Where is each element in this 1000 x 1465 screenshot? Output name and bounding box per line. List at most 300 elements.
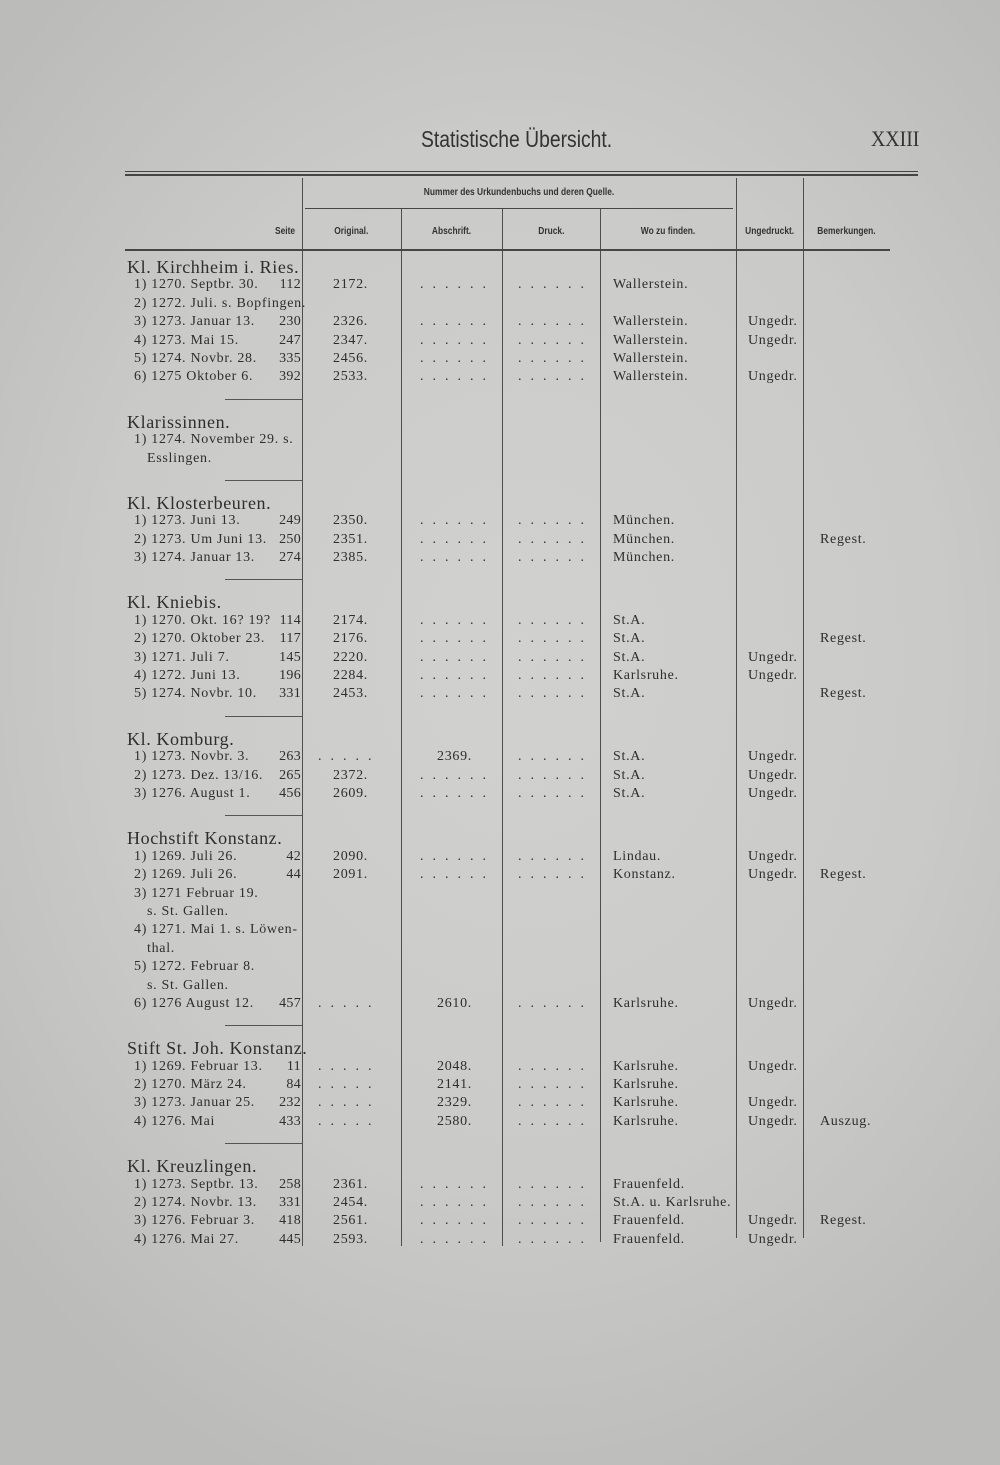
cell-seite <box>125 667 302 685</box>
dot-leader: ...... <box>518 848 593 864</box>
dot-leader: ...... <box>420 848 495 864</box>
table-section <box>125 1013 890 1131</box>
cell-druck <box>502 1094 600 1112</box>
cell-wo <box>600 848 736 866</box>
cell-abschrift <box>401 958 502 976</box>
cell-druck <box>502 848 600 866</box>
cell-original <box>302 431 401 449</box>
table-row <box>125 1058 890 1076</box>
section-title: Klarissinnen. <box>127 411 231 432</box>
cell-wo-value: Wallerstein. <box>613 332 689 348</box>
cell-wo-value: Karlsruhe. <box>613 995 679 1011</box>
cell-druck <box>502 921 600 939</box>
cell-original <box>302 748 401 766</box>
dot-leader: ...... <box>420 550 495 566</box>
cell-wo <box>600 612 736 630</box>
table-row <box>125 885 890 903</box>
table-row <box>125 1194 890 1212</box>
cell-original-value: 2090. <box>333 848 368 864</box>
cell-page: 445 <box>279 1231 301 1247</box>
table-row <box>125 995 890 1013</box>
cell-entry: 1) 1269. Februar 13. <box>134 1058 263 1074</box>
cell-bemerkungen <box>803 313 890 331</box>
cell-abschrift <box>401 785 502 803</box>
cell-wo <box>600 748 736 766</box>
cell-original-value: 2351. <box>333 531 368 547</box>
cell-original <box>302 630 401 648</box>
cell-ungedruckt-value: Ungedr. <box>748 668 798 684</box>
cell-druck <box>502 940 600 958</box>
table-section <box>125 468 890 568</box>
cell-entry: 6) 1276 August 12. <box>134 995 254 1011</box>
cell-original-value: 2609. <box>333 785 368 801</box>
dot-leader: ...... <box>518 867 593 883</box>
cell-ungedruckt <box>736 1176 803 1194</box>
cell-original <box>302 612 401 630</box>
cell-wo <box>600 630 736 648</box>
cell-original <box>302 1194 401 1212</box>
cell-abschrift <box>401 885 502 903</box>
cell-druck <box>502 450 600 468</box>
cell-abschrift <box>401 350 502 368</box>
cell-seite <box>125 431 302 449</box>
cell-abschrift <box>401 612 502 630</box>
cell-bemerkungen <box>803 612 890 630</box>
dot-leader: ...... <box>518 277 593 293</box>
cell-seite <box>125 1231 302 1249</box>
table-row <box>125 512 890 530</box>
cell-wo-value: Karlsruhe. <box>613 1095 679 1111</box>
cell-druck <box>502 313 600 331</box>
cell-ungedruckt <box>736 903 803 921</box>
cell-entry: 6) 1275 Oktober 6. <box>134 369 254 385</box>
cell-bemerkungen <box>803 995 890 1013</box>
cell-page: 265 <box>279 767 301 783</box>
cell-wo <box>600 1212 736 1230</box>
cell-original <box>302 958 401 976</box>
cell-druck <box>502 1212 600 1230</box>
cell-original <box>302 332 401 350</box>
column-header-ungedruckt <box>736 223 803 239</box>
table-row <box>125 295 890 313</box>
section-separator-rule <box>225 1143 302 1144</box>
cell-original-value: 2453. <box>333 686 368 702</box>
dot-leader: ...... <box>518 350 593 366</box>
cell-bemerkungen <box>803 667 890 685</box>
cell-abschrift <box>401 940 502 958</box>
dot-leader: ..... <box>318 749 381 765</box>
cell-page: 249 <box>279 513 301 529</box>
section-separator-rule <box>225 399 302 400</box>
cell-bemerkungen-value: Auszug. <box>820 1113 872 1129</box>
dot-leader: ...... <box>518 995 593 1011</box>
cell-wo-value: St.A. u. Karlsruhe. <box>613 1195 732 1211</box>
cell-seite <box>125 612 302 630</box>
cell-abschrift <box>401 685 502 703</box>
dot-leader: ..... <box>318 1058 381 1074</box>
dot-leader: ...... <box>420 631 495 647</box>
cell-entry: 2) 1273. Dez. 13/16. <box>134 767 264 783</box>
dot-leader: ...... <box>420 668 495 684</box>
section-title: Kl. Kirchheim i. Ries. <box>127 257 300 277</box>
cell-bemerkungen <box>803 649 890 667</box>
cell-seite <box>125 350 302 368</box>
cell-wo-value: München. <box>613 550 675 566</box>
dot-leader: ...... <box>420 332 495 348</box>
cell-bemerkungen <box>803 748 890 766</box>
table-row <box>125 921 890 939</box>
cell-page: 84 <box>286 1077 301 1093</box>
cell-ungedruckt <box>736 313 803 331</box>
cell-seite <box>125 1076 302 1094</box>
cell-abschrift <box>401 1058 502 1076</box>
cell-druck <box>502 667 600 685</box>
cell-entry: 2) 1270. Oktober 23. <box>134 631 266 647</box>
top-double-rule <box>125 171 918 176</box>
cell-ungedruckt <box>736 295 803 313</box>
cell-ungedruckt <box>736 549 803 567</box>
section-title: Stift St. Joh. Konstanz. <box>127 1038 308 1059</box>
cell-wo <box>600 1176 736 1194</box>
cell-original-value: 2347. <box>333 332 368 348</box>
cell-entry: 4) 1273. Mai 15. <box>134 332 239 348</box>
cell-seite <box>125 940 302 958</box>
cell-original-value: 2091. <box>333 867 368 883</box>
cell-druck <box>502 977 600 995</box>
section-separator-rule <box>225 1025 302 1026</box>
cell-bemerkungen <box>803 903 890 921</box>
cell-ungedruckt-value: Ungedr. <box>748 332 798 348</box>
cell-original <box>302 1212 401 1230</box>
dot-leader: ...... <box>518 1077 593 1093</box>
cell-ungedruckt <box>736 276 803 294</box>
cell-ungedruckt <box>736 1212 803 1230</box>
cell-wo <box>600 1094 736 1112</box>
cell-original <box>302 1176 401 1194</box>
table-row <box>125 431 890 449</box>
column-header-label: Bemerkungen. <box>817 225 876 237</box>
cell-seite <box>125 313 302 331</box>
cell-seite <box>125 767 302 785</box>
cell-wo <box>600 866 736 884</box>
cell-druck <box>502 1194 600 1212</box>
cell-seite <box>125 276 302 294</box>
cell-wo <box>600 977 736 995</box>
column-header-wo-zu-finden <box>600 223 736 239</box>
cell-entry: 3) 1273. Januar 13. <box>134 314 256 330</box>
cell-seite <box>125 531 302 549</box>
cell-seite <box>125 512 302 530</box>
cell-entry: 3) 1271 Februar 19. <box>134 885 259 901</box>
cell-seite <box>125 903 302 921</box>
cell-abschrift <box>401 921 502 939</box>
cell-page: 42 <box>286 848 301 864</box>
cell-druck <box>502 748 600 766</box>
cell-entry: 3) 1271. Juli 7. <box>134 649 230 665</box>
cell-seite <box>125 748 302 766</box>
dot-leader: ...... <box>518 668 593 684</box>
section-title: Kl. Kreuzlingen. <box>127 1156 258 1177</box>
cell-wo <box>600 1113 736 1131</box>
column-header-abschrift <box>401 223 502 239</box>
cell-entry-continuation: s. St. Gallen. <box>147 977 229 993</box>
cell-bemerkungen-value: Regest. <box>820 531 867 547</box>
cell-wo <box>600 332 736 350</box>
cell-ungedruckt <box>736 958 803 976</box>
cell-ungedruckt-value: Ungedr. <box>748 867 798 883</box>
section-separator-rule <box>225 815 302 816</box>
cell-ungedruckt-value: Ungedr. <box>748 848 798 864</box>
cell-wo <box>600 295 736 313</box>
dot-leader: ...... <box>420 531 495 547</box>
cell-wo <box>600 1231 736 1249</box>
cell-page: 230 <box>279 314 301 330</box>
cell-ungedruckt-value: Ungedr. <box>748 749 798 765</box>
cell-ungedruckt <box>736 977 803 995</box>
cell-original <box>302 1076 401 1094</box>
cell-page: 250 <box>279 531 301 547</box>
cell-entry: 3) 1274. Januar 13. <box>134 550 256 566</box>
cell-abschrift <box>401 1076 502 1094</box>
cell-entry: 5) 1274. Novbr. 28. <box>134 350 257 366</box>
cell-original <box>302 685 401 703</box>
table-row <box>125 1094 890 1112</box>
cell-ungedruckt-value: Ungedr. <box>748 995 798 1011</box>
cell-wo-value: St.A. <box>613 612 646 628</box>
cell-original <box>302 368 401 386</box>
cell-seite <box>125 450 302 468</box>
cell-ungedruckt <box>736 531 803 549</box>
cell-original-value: 2593. <box>333 1231 368 1247</box>
cell-seite <box>125 549 302 567</box>
cell-wo-value: Wallerstein. <box>613 277 689 293</box>
cell-bemerkungen <box>803 350 890 368</box>
page-number: XXIII <box>871 126 920 151</box>
cell-entry: 3) 1276. August 1. <box>134 785 251 801</box>
dot-leader: ...... <box>518 1231 593 1247</box>
cell-original <box>302 848 401 866</box>
cell-bemerkungen <box>803 767 890 785</box>
dot-leader: ...... <box>420 767 495 783</box>
cell-druck <box>502 431 600 449</box>
cell-bemerkungen-value: Regest. <box>820 631 867 647</box>
cell-page: 112 <box>279 277 301 293</box>
cell-original <box>302 295 401 313</box>
cell-druck <box>502 295 600 313</box>
table-row <box>125 866 890 884</box>
cell-wo-value: Frauenfeld. <box>613 1176 685 1192</box>
cell-wo-value: St.A. <box>613 785 646 801</box>
cell-abschrift <box>401 549 502 567</box>
dot-leader: ..... <box>318 1113 381 1129</box>
dot-leader: ..... <box>318 1095 381 1111</box>
cell-original <box>302 531 401 549</box>
dot-leader: ...... <box>518 1095 593 1111</box>
column-group-rule <box>305 208 733 209</box>
cell-entry: 1) 1270. Okt. 16? 19? <box>134 612 271 628</box>
cell-ungedruckt <box>736 431 803 449</box>
table-row <box>125 785 890 803</box>
cell-original-value: 2172. <box>333 277 368 293</box>
cell-ungedruckt <box>736 612 803 630</box>
cell-page: 263 <box>279 749 301 765</box>
cell-abschrift <box>401 866 502 884</box>
dot-leader: ...... <box>420 369 495 385</box>
dot-leader: ...... <box>420 686 495 702</box>
cell-wo <box>600 685 736 703</box>
cell-ungedruckt <box>736 350 803 368</box>
cell-ungedruckt <box>736 1113 803 1131</box>
cell-abschrift <box>401 649 502 667</box>
cell-abschrift <box>401 977 502 995</box>
cell-druck <box>502 903 600 921</box>
cell-wo-value: Karlsruhe. <box>613 1077 679 1093</box>
cell-wo-value: St.A. <box>613 749 646 765</box>
cell-wo <box>600 995 736 1013</box>
cell-original <box>302 649 401 667</box>
cell-wo <box>600 350 736 368</box>
cell-wo-value: Karlsruhe. <box>613 1113 679 1129</box>
table-section <box>125 704 890 804</box>
section-title: Kl. Kniebis. <box>127 592 222 613</box>
cell-druck <box>502 785 600 803</box>
cell-druck <box>502 1058 600 1076</box>
cell-ungedruckt <box>736 685 803 703</box>
cell-abschrift <box>401 368 502 386</box>
cell-seite <box>125 1212 302 1230</box>
cell-wo <box>600 1058 736 1076</box>
cell-bemerkungen <box>803 866 890 884</box>
cell-wo-value: München. <box>613 513 675 529</box>
cell-original-value: 2456. <box>333 350 368 366</box>
cell-ungedruckt-value: Ungedr. <box>748 1213 798 1229</box>
cell-seite <box>125 1113 302 1131</box>
cell-original <box>302 940 401 958</box>
cell-original-value: 2174. <box>333 612 368 628</box>
table-row <box>125 667 890 685</box>
cell-seite <box>125 866 302 884</box>
cell-ungedruckt-value: Ungedr. <box>748 1095 798 1111</box>
dot-leader: ...... <box>420 1176 495 1192</box>
cell-page: 232 <box>279 1095 301 1111</box>
cell-original-value: 2561. <box>333 1213 368 1229</box>
table-row <box>125 549 890 567</box>
cell-wo <box>600 313 736 331</box>
dot-leader: ...... <box>518 513 593 529</box>
cell-ungedruckt <box>736 995 803 1013</box>
cell-abschrift <box>401 1194 502 1212</box>
cell-page: 433 <box>279 1113 301 1129</box>
cell-wo <box>600 276 736 294</box>
cell-abschrift <box>401 903 502 921</box>
cell-page: 11 <box>286 1058 301 1074</box>
cell-bemerkungen <box>803 921 890 939</box>
cell-original-value: 2454. <box>333 1195 368 1211</box>
cell-bemerkungen <box>803 1076 890 1094</box>
cell-abschrift <box>401 313 502 331</box>
dot-leader: ...... <box>518 531 593 547</box>
cell-wo <box>600 940 736 958</box>
cell-ungedruckt <box>736 1094 803 1112</box>
cell-abschrift <box>401 450 502 468</box>
cell-ungedruckt-value: Ungedr. <box>748 1058 798 1074</box>
dot-leader: ...... <box>518 631 593 647</box>
dot-leader: ...... <box>518 1176 593 1192</box>
cell-original-value: 2220. <box>333 649 368 665</box>
cell-original <box>302 313 401 331</box>
table-section <box>125 250 890 387</box>
table-row <box>125 649 890 667</box>
cell-bemerkungen <box>803 531 890 549</box>
cell-druck <box>502 995 600 1013</box>
cell-bemerkungen <box>803 276 890 294</box>
cell-wo <box>600 767 736 785</box>
table-row <box>125 1231 890 1249</box>
cell-wo-value: Wallerstein. <box>613 369 689 385</box>
cell-abschrift <box>401 630 502 648</box>
cell-wo <box>600 368 736 386</box>
cell-abschrift-value: 2048. <box>437 1058 472 1074</box>
cell-wo <box>600 903 736 921</box>
cell-abschrift <box>401 1094 502 1112</box>
cell-druck <box>502 649 600 667</box>
column-header-druck <box>502 223 600 239</box>
cell-entry: 5) 1274. Novbr. 10. <box>134 686 257 702</box>
table-body <box>125 250 890 1249</box>
dot-leader: ...... <box>420 785 495 801</box>
cell-seite <box>125 1194 302 1212</box>
cell-abschrift <box>401 332 502 350</box>
cell-druck <box>502 350 600 368</box>
cell-bemerkungen <box>803 1113 890 1131</box>
cell-ungedruckt-value: Ungedr. <box>748 1113 798 1129</box>
cell-ungedruckt <box>736 368 803 386</box>
table-row <box>125 958 890 976</box>
cell-wo-value: St.A. <box>613 686 646 702</box>
table-row <box>125 685 890 703</box>
cell-original <box>302 549 401 567</box>
cell-abschrift-value: 2329. <box>437 1095 472 1111</box>
cell-seite <box>125 649 302 667</box>
cell-abschrift <box>401 748 502 766</box>
dot-leader: ...... <box>420 1195 495 1211</box>
cell-wo <box>600 649 736 667</box>
cell-entry: 1) 1269. Juli 26. <box>134 848 238 864</box>
cell-wo-value: Lindau. <box>613 848 662 864</box>
cell-ungedruckt <box>736 785 803 803</box>
cell-ungedruckt <box>736 1058 803 1076</box>
cell-abschrift <box>401 531 502 549</box>
cell-original <box>302 977 401 995</box>
cell-druck <box>502 531 600 549</box>
dot-leader: ...... <box>518 1213 593 1229</box>
cell-abschrift <box>401 667 502 685</box>
dot-leader: ..... <box>318 1077 381 1093</box>
dot-leader: ...... <box>420 314 495 330</box>
section-title: Hochstift Konstanz. <box>127 828 283 849</box>
cell-seite <box>125 295 307 313</box>
dot-leader: ...... <box>518 550 593 566</box>
cell-entry: 2) 1269. Juli 26. <box>134 867 238 883</box>
cell-ungedruckt-value: Ungedr. <box>748 369 798 385</box>
cell-seite <box>125 332 302 350</box>
column-group-header <box>302 185 736 199</box>
cell-wo-value: Wallerstein. <box>613 350 689 366</box>
cell-original-value: 2326. <box>333 314 368 330</box>
cell-bemerkungen <box>803 1194 890 1212</box>
section-separator-rule <box>225 579 302 580</box>
cell-ungedruckt <box>736 848 803 866</box>
